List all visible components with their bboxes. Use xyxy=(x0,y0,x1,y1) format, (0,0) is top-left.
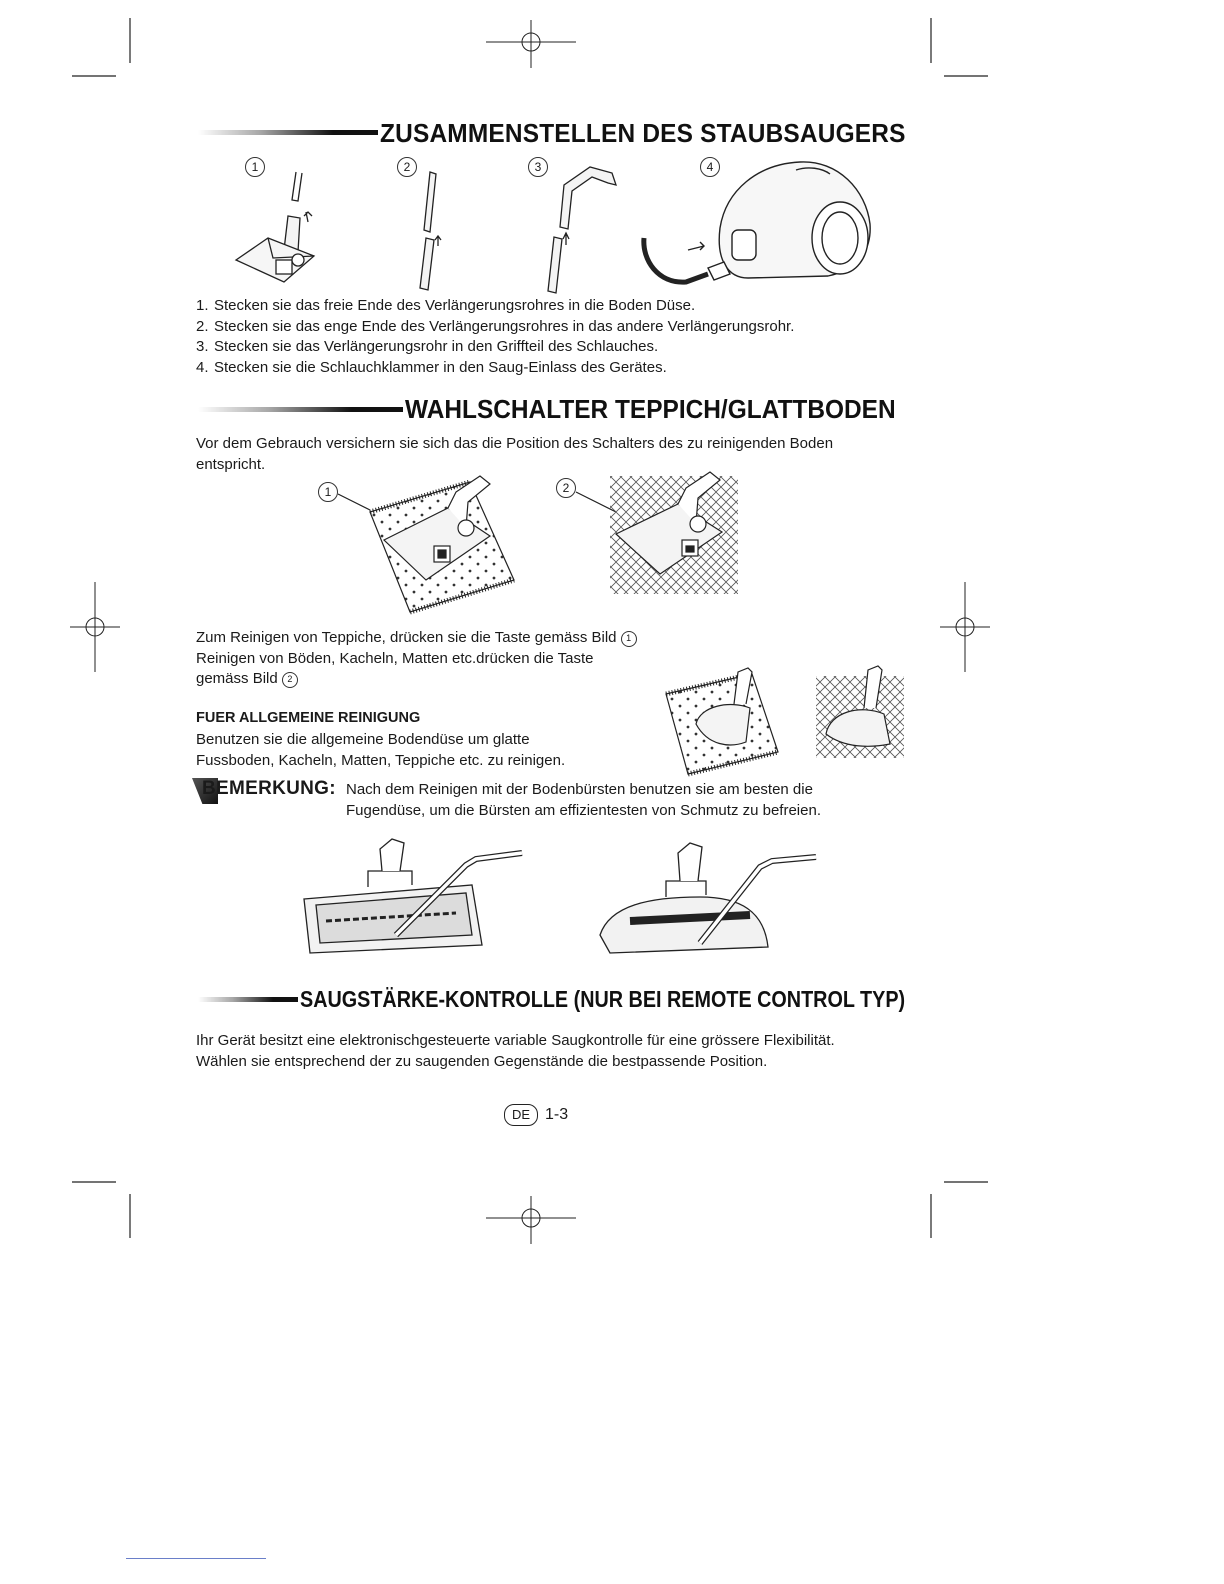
section-heading-assembly: ZUSAMMENSTELLEN DES STAUBSAUGERS xyxy=(380,118,906,148)
vacuum-body-illustration xyxy=(608,150,878,300)
floor-nozzle-assembly-illustration xyxy=(228,160,338,290)
assembly-steps-list xyxy=(196,296,896,378)
figure-ref: 1 xyxy=(621,631,637,647)
carpet-mode-illustration xyxy=(330,462,530,622)
extension-tube-illustration xyxy=(400,160,460,295)
section-heading-suction: SAUGSTÄRKE-KONTROLLE (NUR BEI REMOTE CONTROL TYP) xyxy=(300,986,906,1012)
figure-label: 1 xyxy=(318,482,338,502)
section-bar xyxy=(198,130,378,135)
list-item: 4. Stecken sie die Schlauchklammer in den Saug-Einlass des Gerätes. xyxy=(196,358,667,376)
general-cleaning-text: Benutzen sie die allgemeine Bodendüse um glatte Fussboden, Kacheln, Matten, Teppiche etc. zu reinigen. xyxy=(196,731,566,769)
page-number: 1-3 xyxy=(545,1106,569,1123)
suction-control-text: Ihr Gerät besitzt eine elektronischgesteuerte variable Saugkontrolle für eine grössere Flexibilität. Wählen sie entsprechend der zu saugenden Gegenstände die bestpassende Position. xyxy=(196,1032,835,1070)
note-label: BEMERKUNG: xyxy=(202,778,336,799)
hard-floor-mode-illustration xyxy=(566,462,766,612)
crosshair-icon xyxy=(940,582,990,672)
general-nozzle-floor-illustration xyxy=(810,662,910,762)
brush-cleaning-illustration-2 xyxy=(590,835,830,975)
figure-ref: 2 xyxy=(282,672,298,688)
list-item: 2. Stecken sie das enge Ende des Verlängerungsrohres in das andere Verlängerungsrohr. xyxy=(196,317,795,335)
crosshair-icon xyxy=(486,20,576,70)
language-badge: DE xyxy=(504,1104,538,1126)
figure-label: 2 xyxy=(556,478,576,498)
crosshair-icon xyxy=(70,582,120,672)
note-text: Nach dem Reinigen mit der Bodenbürsten benutzen sie am besten die Fugendüse, um die Bürsten am effizientesten von Schmutz zu befreien. xyxy=(346,781,821,819)
list-item: 1. Stecken sie das freie Ende des Verlängerungsrohres in die Boden Düse. xyxy=(196,297,696,314)
crosshair-icon xyxy=(486,1196,576,1246)
general-cleaning-title: FUER ALLGEMEINE REINIGUNG xyxy=(196,710,421,726)
figure-label: 4 xyxy=(700,157,720,177)
figure-label: 1 xyxy=(245,157,265,177)
bottom-rule xyxy=(126,1558,266,1559)
general-nozzle-carpet-illustration xyxy=(660,660,785,775)
figure-label: 3 xyxy=(528,157,548,177)
list-item: 3. Stecken sie das Verlängerungsrohr in den Griffteil des Schlauches. xyxy=(196,338,659,355)
section-heading-switch: WAHLSCHALTER TEPPICH/GLATTBODEN xyxy=(405,394,896,424)
section-bar xyxy=(198,997,298,1002)
switch-instructions: Zum Reinigen von Teppiche, drücken sie die Taste gemäss Bild 1 Reinigen von Böden, Kacheln, Matten etc.drücken die Taste gemäss Bild 2 xyxy=(196,628,676,690)
figure-label: 2 xyxy=(397,157,417,177)
section-bar xyxy=(198,407,403,412)
brush-cleaning-illustration-1 xyxy=(296,835,536,975)
switch-intro: Vor dem Gebrauch versichern sie sich das die Position des Schalters des zu reinigenden Boden entspricht. xyxy=(196,435,834,473)
